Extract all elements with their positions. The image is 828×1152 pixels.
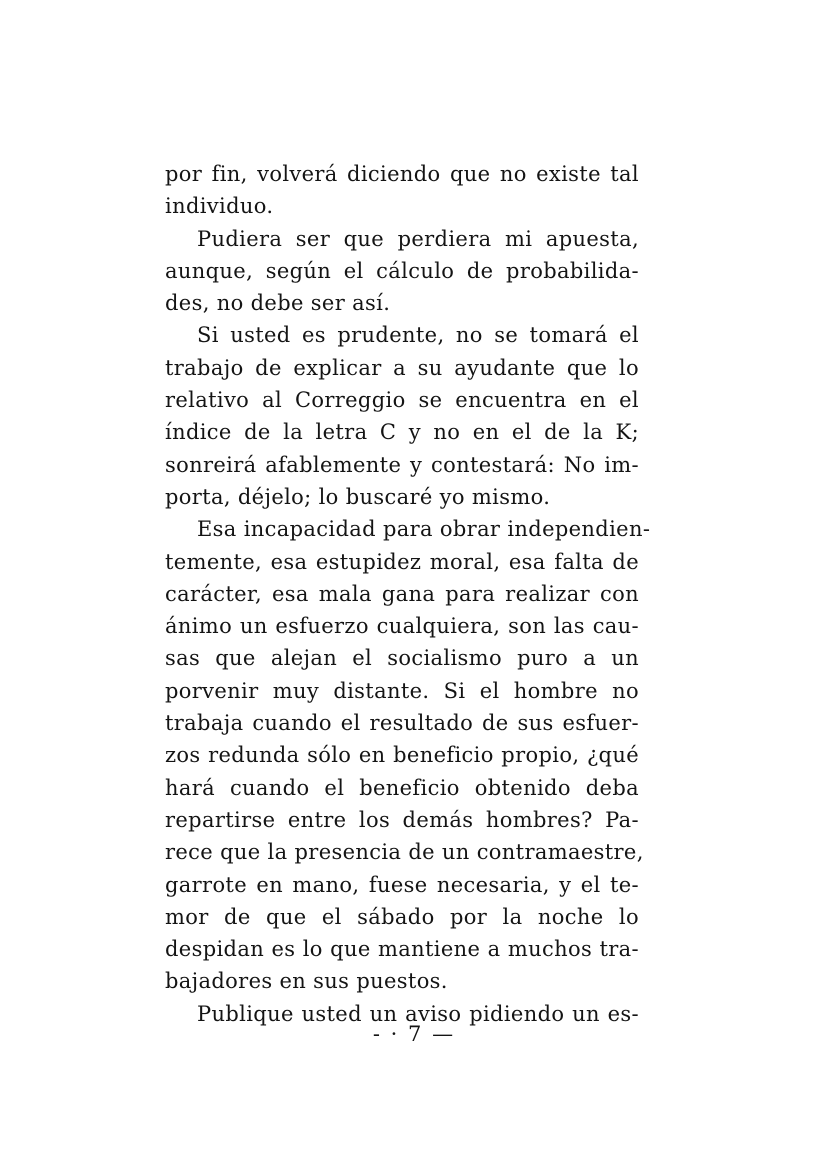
text-line: carácter, esa mala gana para realizar con <box>165 581 639 606</box>
text-line: des, no debe ser así. <box>165 291 391 316</box>
body-text <box>165 158 651 1030</box>
text-line: mor de que el sábado por la noche lo <box>165 904 639 929</box>
text-line: despidan es lo que mantiene a muchos tra- <box>165 937 639 962</box>
text-line: hará cuando el beneficio obtenido deba <box>165 775 639 800</box>
text-line: ánimo un esfuerzo cualquiera, son las cau- <box>165 614 639 639</box>
paragraph-start-line: Esa incapacidad para obrar independien- <box>197 517 651 542</box>
text-line: temente, esa estupidez moral, esa falta de <box>165 549 639 574</box>
text-line: garrote en mano, fuese necesaria, y el te- <box>165 872 639 897</box>
text-line: relativo al Correggio se encuentra en el <box>165 388 639 413</box>
text-line: bajadores en sus puestos. <box>165 969 448 994</box>
text-line: trabajo de explicar a su ayudante que lo <box>165 355 639 380</box>
text-line: índice de la letra C y no en el de la K; <box>165 420 639 445</box>
text-line: porta, déjelo; lo buscaré yo mismo. <box>165 484 551 509</box>
page-number: - · 7 — <box>372 1022 456 1046</box>
paragraph-start-line: Publique usted un aviso pidiendo un es- <box>197 1001 639 1026</box>
text-line: por fin, volverá diciendo que no existe tal <box>165 162 639 186</box>
text-line: aunque, según el cálculo de probabilida- <box>165 258 639 283</box>
text-line: zos redunda sólo en beneficio propio, ¿qué <box>165 743 639 768</box>
paragraph-start-line: Si usted es prudente, no se tomará el <box>197 323 639 348</box>
text-line: individuo. <box>165 194 274 219</box>
paragraph-start-line: Pudiera ser que perdiera mi apuesta, <box>197 226 639 251</box>
text-line: sas que alejan el socialismo puro a un <box>165 646 639 671</box>
text-line: trabaja cuando el resultado de sus esfuer- <box>165 711 639 736</box>
text-line: sonreirá afablemente y contestará: No im- <box>165 452 639 477</box>
text-line: repartirse entre los demás hombres? Pa- <box>165 807 639 832</box>
text-line: porvenir muy distante. Si el hombre no <box>165 678 639 703</box>
text-line: rece que la presencia de un contramaestre, <box>165 840 644 865</box>
